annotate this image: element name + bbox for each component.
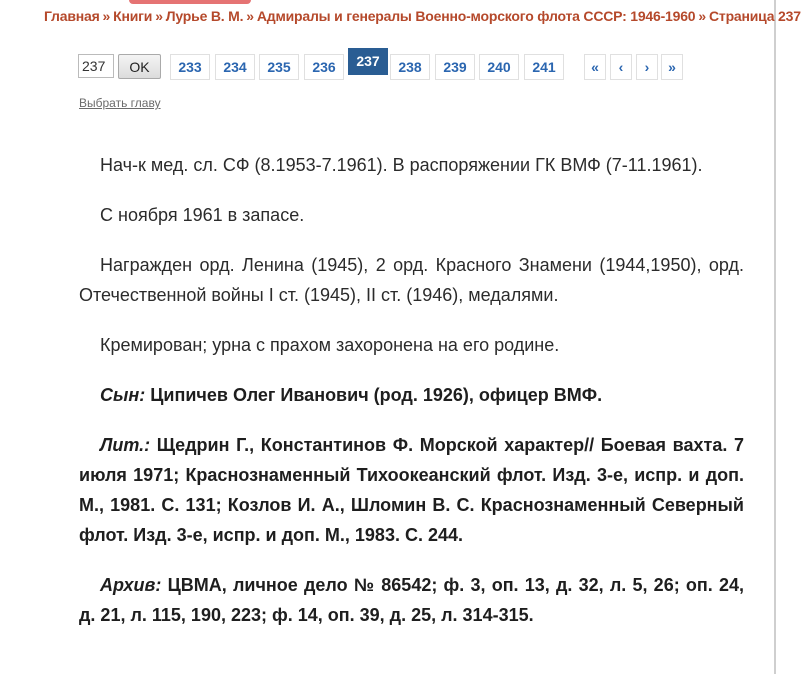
breadcrumb-author[interactable]: Лурье В. М. [165, 8, 244, 24]
page-current-237: 237 [348, 48, 388, 75]
breadcrumb-separator: » [698, 8, 706, 24]
breadcrumb [44, 8, 801, 24]
paragraph-reserve: С ноября 1961 в запасе. [100, 205, 305, 225]
prev-page-button[interactable]: ‹ [610, 54, 632, 80]
breadcrumb-separator: » [102, 8, 111, 24]
paragraph-service: Нач-к мед. сл. СФ (8.1953-7.1961). В распоряжении ГК ВМФ (7-11.1961). [100, 155, 703, 175]
paragraph-burial: Кремирован; урна с прахом захоронена на его родине. [100, 335, 560, 355]
literature-text: Щедрин Г., Константинов Ф. Морской характер// Боевая вахта. 7 июля 1971; Краснознаменный Тихоокеанский флот. Изд. 3-е, испр. и доп. М., 1981. С. 131; Козлов И. А., Шломин В. С. Краснознаменный Северный флот. Изд. 3-е, испр. и доп. М., 1983. С. 244. [79, 435, 744, 545]
breadcrumb-current-page: Страница 237 [709, 8, 801, 24]
page-number-input[interactable] [78, 54, 114, 78]
scrollbar-edge [774, 0, 776, 674]
page-link-238[interactable]: 238 [390, 54, 430, 80]
page-link-239[interactable]: 239 [435, 54, 475, 80]
page-link-233[interactable]: 233 [170, 54, 210, 80]
archive-label: Архив: [100, 575, 162, 595]
paragraph-awards: Награжден орд. Ленина (1945), 2 орд. Красного Знамени (1944,1950), орд. Отечественной войны I ст. (1945), II ст. (1946), медалями. [79, 255, 744, 305]
page-link-236[interactable]: 236 [304, 54, 344, 80]
page-link-240[interactable]: 240 [479, 54, 519, 80]
archive-text: ЦВМА, личное дело № 86542; ф. 3, оп. 13, д. 32, л. 5, 26; оп. 24, д. 21, л. 115, 190, 223; ф. 14, оп. 39, д. 25, л. 314-315. [79, 575, 744, 625]
book-text [79, 150, 744, 650]
last-page-button[interactable]: » [661, 54, 683, 80]
son-label: Сын: [100, 385, 146, 405]
son-text: Ципичев Олег Иванович (род. 1926), офицер ВМФ. [150, 385, 603, 405]
breadcrumb-home[interactable]: Главная [44, 8, 100, 24]
paragraph-son [79, 380, 744, 410]
next-page-button[interactable]: › [636, 54, 658, 80]
first-page-button[interactable]: « [584, 54, 606, 80]
breadcrumb-separator: » [155, 8, 163, 24]
paragraph-archive [79, 570, 744, 630]
page-link-234[interactable]: 234 [215, 54, 255, 80]
go-to-page-button[interactable]: OK [118, 54, 161, 79]
page-link-241[interactable]: 241 [524, 54, 564, 80]
breadcrumb-separator: » [246, 8, 254, 24]
header-accent [129, 0, 251, 4]
literature-label: Лит.: [100, 435, 151, 455]
breadcrumb-books[interactable]: Книги [113, 8, 153, 24]
paragraph-literature [79, 430, 744, 550]
page-link-235[interactable]: 235 [259, 54, 299, 80]
breadcrumb-book[interactable]: Адмиралы и генералы Военно-морского флота СССР: 1946-1960 [256, 8, 696, 24]
choose-chapter-link[interactable]: Выбрать главу [79, 96, 161, 110]
